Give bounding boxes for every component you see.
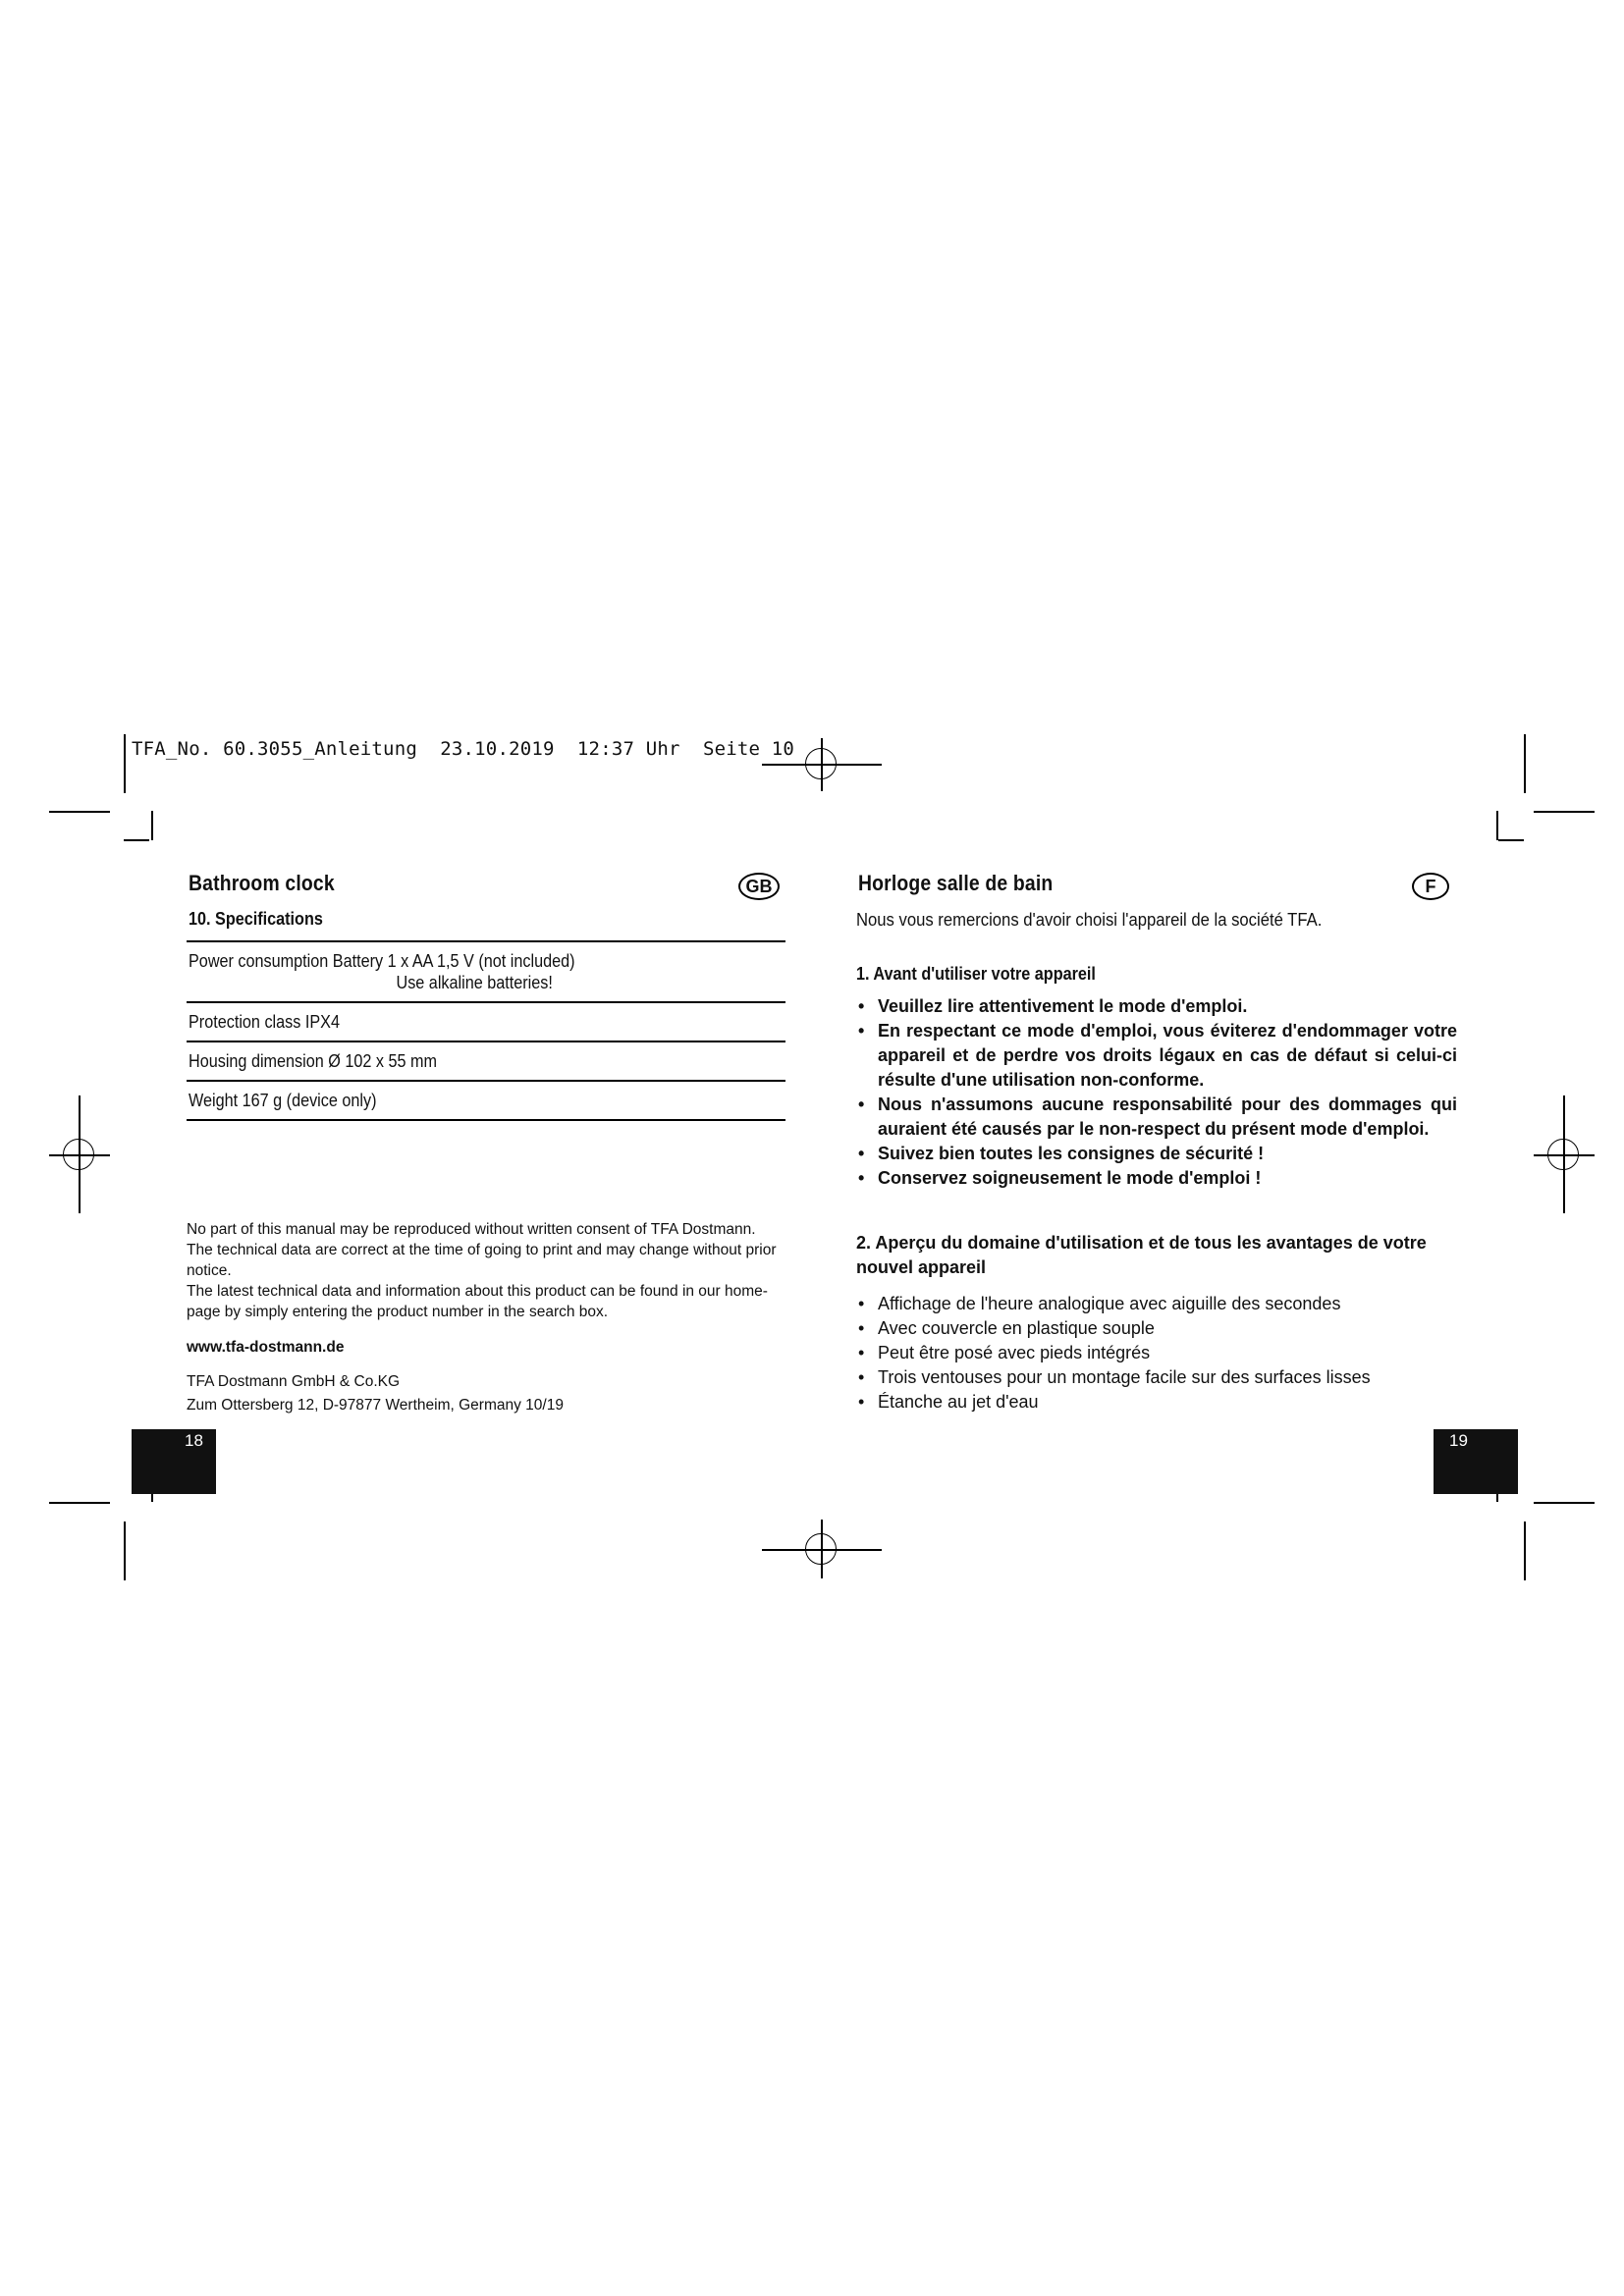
company-address (187, 1370, 564, 1417)
spec-text: Protection class IPX4 (189, 1012, 340, 1032)
spec-row (187, 1041, 785, 1080)
section-heading: 1. Avant d'utiliser votre appareil (856, 964, 1096, 984)
spec-table (187, 940, 785, 1121)
list-item: • Avec couvercle en plastique souple (856, 1316, 1457, 1341)
disclaimer-text: The latest technical data and information about this product can be found in our home-page by simply entering the product number in the search box. (187, 1283, 768, 1320)
language-badge: GB (738, 873, 780, 900)
spec-row (187, 1001, 785, 1041)
page-title: Bathroom clock (189, 871, 335, 895)
intro-text: Nous vous remercions d'avoir choisi l'appareil de la société TFA. (856, 909, 1323, 930)
safety-list (856, 994, 1457, 1191)
list-item: • Veuillez lire attentivement le mode d'emploi. (856, 994, 1457, 1019)
page-number: 19 (1434, 1429, 1518, 1494)
company-name: TFA Dostmann GmbH & Co.KG (187, 1373, 401, 1390)
disclaimer-text: No part of this manual may be reproduced without written consent of TFA Dostmann. The technical data are correct at the time of going to print and may change without prior notice. (187, 1221, 777, 1279)
website-link[interactable]: www.tfa-dostmann.de (187, 1339, 345, 1356)
list-item: • Suivez bien toutes les consignes de sécurité ! (856, 1142, 1457, 1166)
list-item: • En respectant ce mode d'emploi, vous éviterez d'endommager votre appareil et de perdre vos droits légaux en cas de défaut si celui-ci résulte d'une utilisation non-conforme. (856, 1019, 1457, 1093)
address-line: Zum Ottersberg 12, D-97877 Wertheim, Germany 10/19 (187, 1397, 564, 1414)
list-item: • Trois ventouses pour un montage facile sur des surfaces lisses (856, 1365, 1457, 1390)
list-item: • Étanche au jet d'eau (856, 1390, 1457, 1415)
spec-row (187, 1080, 785, 1121)
spec-text: Use alkaline batteries! (396, 973, 553, 992)
spec-text: Housing dimension Ø 102 x 55 mm (189, 1051, 438, 1071)
spec-text: Power consumption Battery 1 x AA 1,5 V (not included) (189, 951, 575, 971)
list-item: • Peut être posé avec pieds intégrés (856, 1341, 1457, 1365)
page-number: 18 (132, 1429, 216, 1494)
list-item: • Conservez soigneusement le mode d'emploi ! (856, 1166, 1457, 1191)
section-heading: 10. Specifications (189, 909, 323, 929)
features-list (856, 1292, 1457, 1415)
spec-row (187, 940, 785, 1001)
print-header: TFA_No. 60.3055_Anleitung 23.10.2019 12:37 Uhr Seite 10 (132, 738, 795, 760)
list-item: • Affichage de l'heure analogique avec aiguille des secondes (856, 1292, 1457, 1316)
disclaimer (187, 1219, 785, 1322)
section-heading: 2. Aperçu du domaine d'utilisation et de tous les avantages de votre nouvel appareil (856, 1233, 1427, 1277)
list-item: • Nous n'assumons aucune responsabilité pour des dommages qui auraient été causés par le non-respect du présent mode d'emploi. (856, 1093, 1457, 1142)
spec-text: Weight 167 g (device only) (189, 1091, 377, 1110)
page-title: Horloge salle de bain (858, 871, 1054, 895)
language-badge: F (1412, 873, 1449, 900)
